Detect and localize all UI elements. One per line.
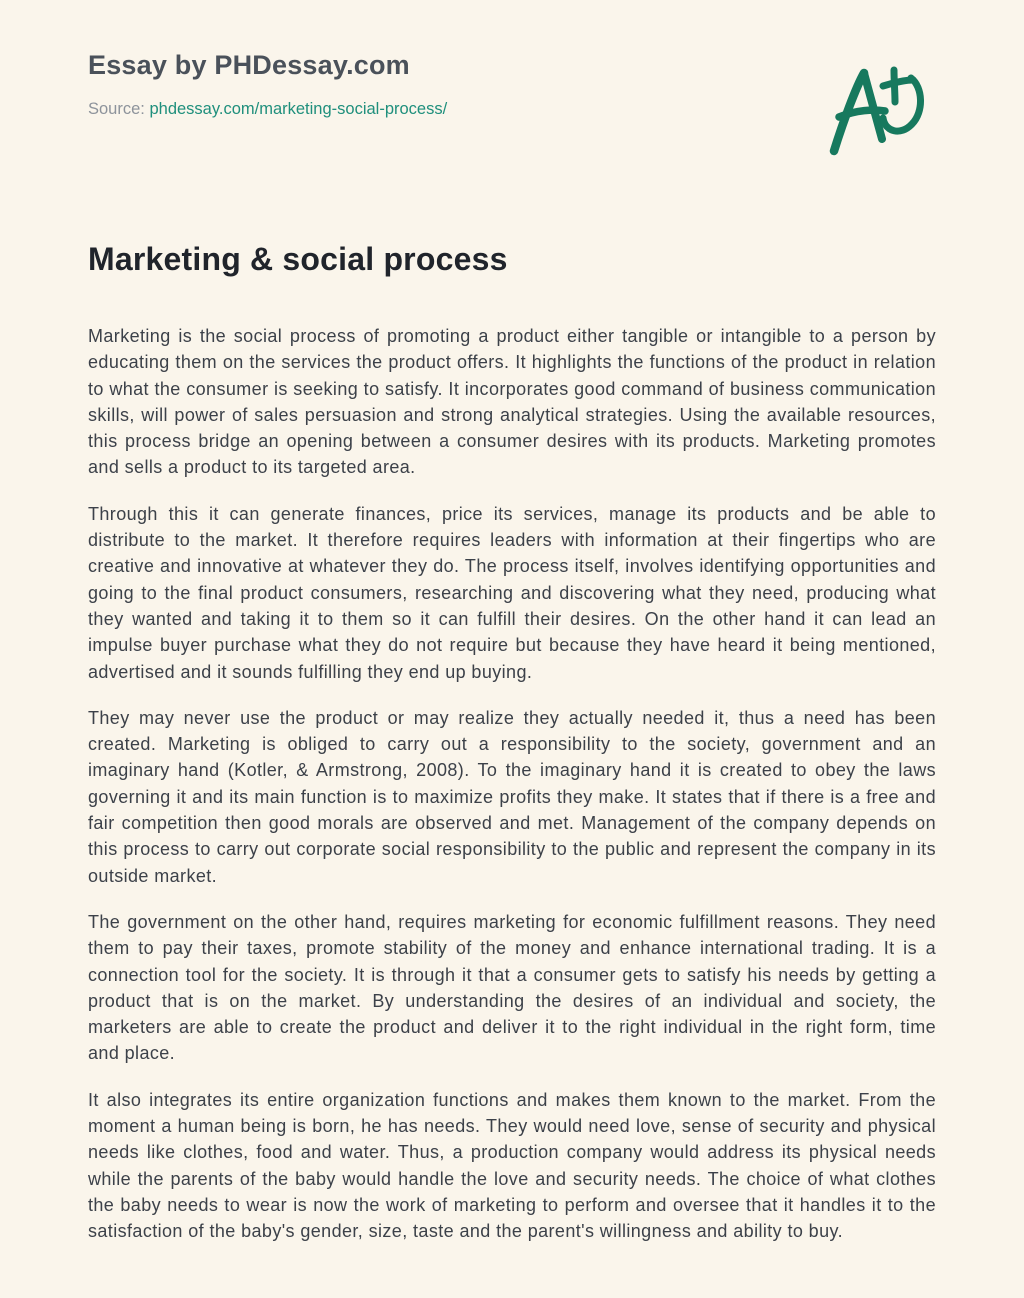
essay-paragraph: The government on the other hand, requires marketing for economic fulfillment reasons. They need them to pay their taxes, promote stability of the money and enhance international trading. It is a connection tool for the society. It is through it that a consumer gets to satisfy his needs by getting a product that is on the market. By understanding the desires of an individual and society, the marketers are able to create the product and deliver it to the right individual in the right form, time and place.: [88, 911, 936, 1064]
source-link[interactable]: phdessay.com/marketing-social-process/: [149, 100, 448, 118]
essay-paragraph: Through this it can generate finances, price its services, manage its products and be able to distribute to the market. It therefore requires leaders with information at their fingertips who are creative and innovative at whatever they do. The process itself, involves identifying opportunities and going to the final product consumers, researching and discovering what they need, producing what they wanted and taking it to them so it can fulfill their desires. On the other hand it can lead an impulse buyer purchase what they do not require but because they have heard it being mentioned, advertised and it sounds fulfilling they end up buying.: [88, 503, 936, 682]
essay-title: Marketing & social process: [88, 241, 508, 277]
a-plus-logo-icon: [826, 56, 926, 169]
header-text-block: [88, 50, 447, 119]
source-label: Source:: [88, 100, 145, 118]
page-header: [88, 50, 936, 169]
essay-paragraph: They may never use the product or may realize they actually needed it, thus a need has been created. Marketing is obliged to carry out a responsibility to the society, government and an imaginary hand (Kotler, & Armstrong, 2008). To the imaginary hand it is created to obey the laws governing it and its main function is to maximize profits they make. It states that if there is a free and fair competition then good morals are observed and met. Management of the company depends on this process to carry out corporate social responsibility to the public and represent the company in its outside market.: [88, 707, 936, 886]
essay-body: [88, 323, 936, 1245]
source-line: [88, 99, 447, 119]
essay-paragraph: It also integrates its entire organization functions and makes them known to the market. From the moment a human being is born, he has needs. They would need love, sense of security and physical needs like clothes, food and water. Thus, a production company would address its physical needs while the parents of the baby would handle the love and security needs. The choice of what clothes the baby needs to wear is now the work of marketing to perform and oversee that it handles it to the satisfaction of the baby's gender, size, taste and the parent's willingness and ability to buy.: [88, 1089, 936, 1242]
essay-paragraph: Marketing is the social process of promoting a product either tangible or intangible to a person by educating them on the services the product offers. It highlights the functions of the product in relation to what the consumer is seeking to satisfy. It incorporates good command of business communication skills, will power of sales persuasion and strong analytical strategies. Using the available resources, this process bridge an opening between a consumer desires with its products. Marketing promotes and sells a product to its targeted area.: [88, 326, 936, 478]
document-source-title: Essay by PHDessay.com: [88, 50, 410, 80]
